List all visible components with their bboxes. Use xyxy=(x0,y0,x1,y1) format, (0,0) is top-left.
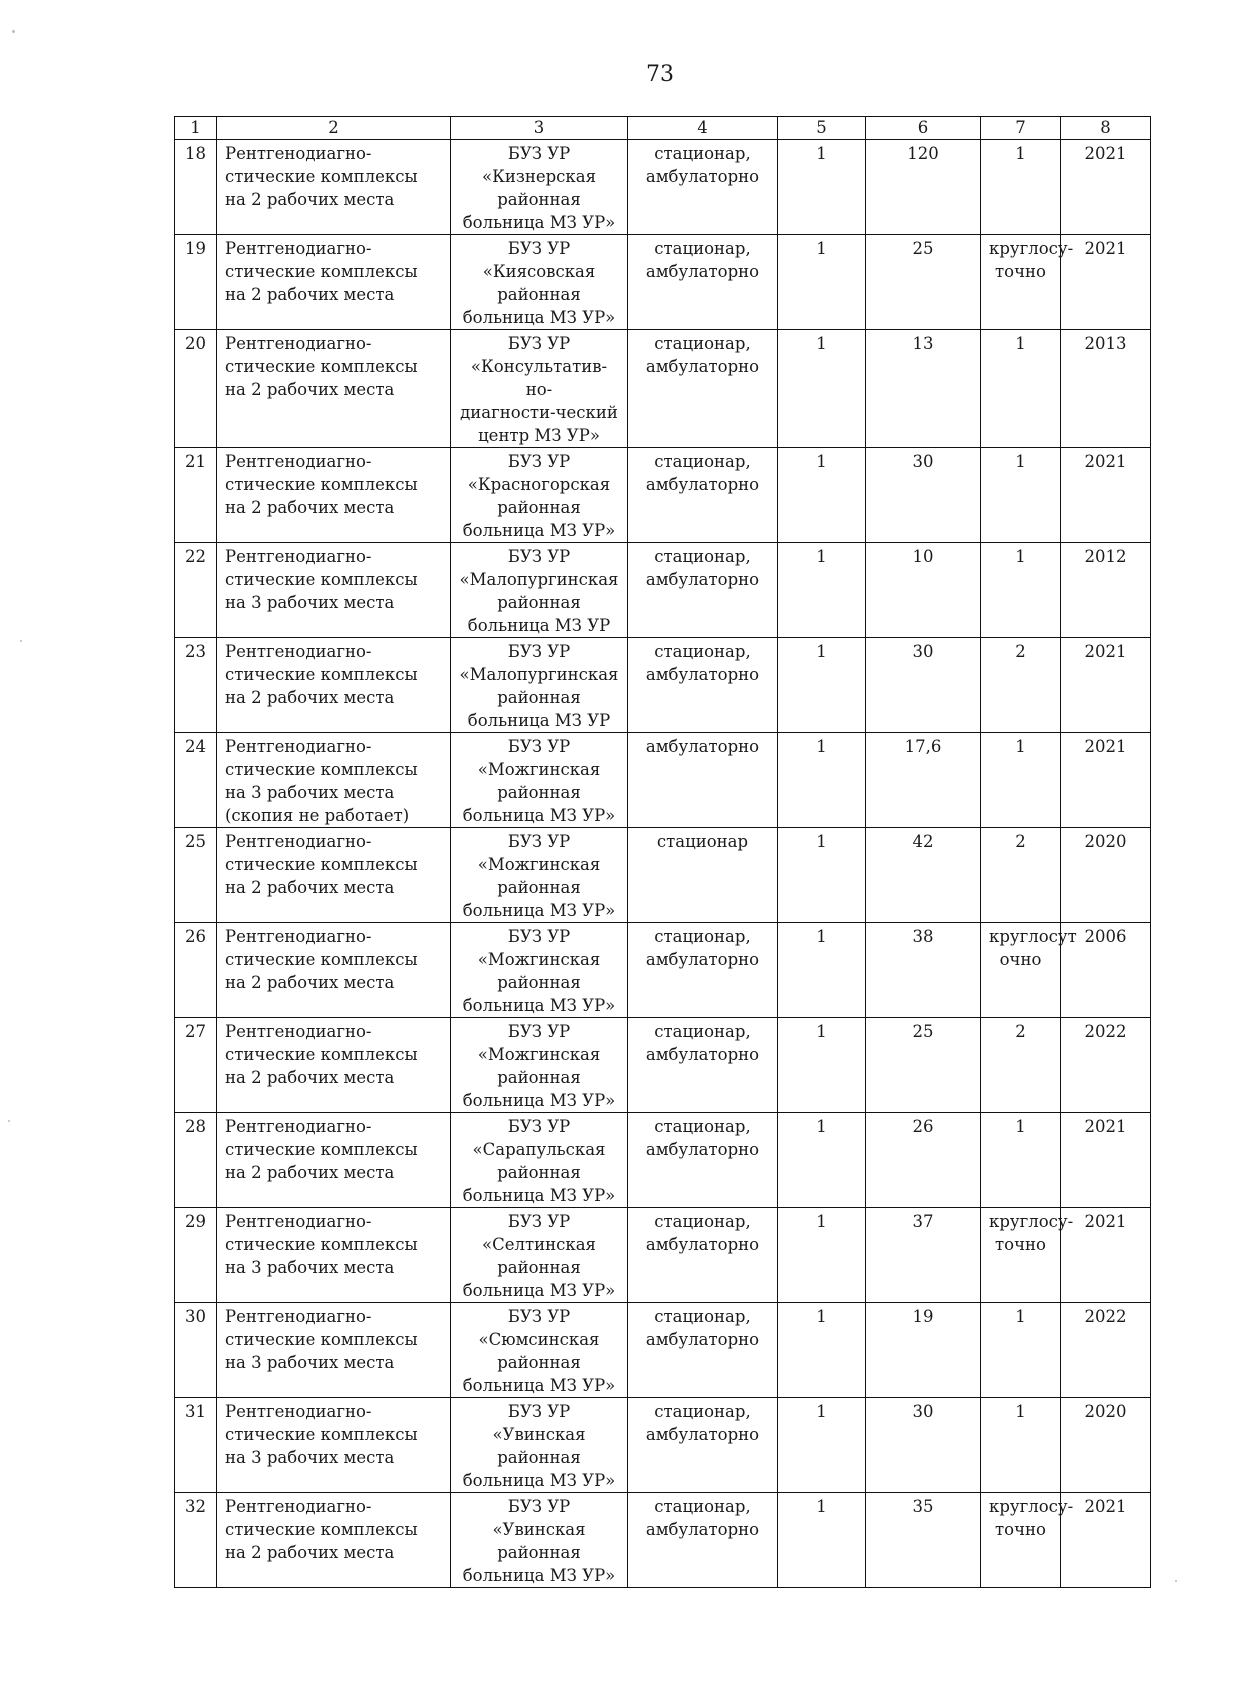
equipment-name: Рентгенодиагно- стические комплексы на 2 рабочих места xyxy=(217,330,451,448)
col6-value: 17,6 xyxy=(866,733,981,828)
year-value: 2021 xyxy=(1061,235,1151,330)
service-mode: стационар, амбулаторно xyxy=(628,1018,778,1113)
col5-value: 1 xyxy=(778,1113,866,1208)
col6-value: 38 xyxy=(866,923,981,1018)
year-value: 2021 xyxy=(1061,1113,1151,1208)
column-header: 5 xyxy=(778,117,866,140)
organization: БУЗ УР «Можгинская районная больница МЗ УР» xyxy=(451,828,628,923)
service-mode: стационар, амбулаторно xyxy=(628,638,778,733)
organization: БУЗ УР «Кизнерская районная больница МЗ УР» xyxy=(451,140,628,235)
organization: БУЗ УР «Киясовская районная больница МЗ УР» xyxy=(451,235,628,330)
organization: БУЗ УР «Можгинская районная больница МЗ УР» xyxy=(451,733,628,828)
table-row xyxy=(175,1018,1151,1113)
organization: БУЗ УР «Можгинская районная больница МЗ УР» xyxy=(451,923,628,1018)
service-mode: стационар xyxy=(628,828,778,923)
col6-value: 26 xyxy=(866,1113,981,1208)
scan-speck xyxy=(20,640,22,642)
organization: БУЗ УР «Консультатив-но- диагности-ческий центр МЗ УР» xyxy=(451,330,628,448)
year-value: 2006 xyxy=(1061,923,1151,1018)
organization: БУЗ УР «Малопургинская районная больница МЗ УР xyxy=(451,638,628,733)
service-mode: стационар, амбулаторно xyxy=(628,543,778,638)
col7-value: 1 xyxy=(981,330,1061,448)
col7-value: 1 xyxy=(981,140,1061,235)
row-number: 18 xyxy=(175,140,217,235)
year-value: 2021 xyxy=(1061,733,1151,828)
equipment-name: Рентгенодиагно- стические комплексы на 2 рабочих места xyxy=(217,923,451,1018)
service-mode: стационар, амбулаторно xyxy=(628,140,778,235)
table-row xyxy=(175,235,1151,330)
col7-value: 1 xyxy=(981,1113,1061,1208)
organization: БУЗ УР «Малопургинская районная больница МЗ УР xyxy=(451,543,628,638)
col6-value: 120 xyxy=(866,140,981,235)
organization: БУЗ УР «Можгинская районная больница МЗ УР» xyxy=(451,1018,628,1113)
table-row xyxy=(175,638,1151,733)
organization: БУЗ УР «Увинская районная больница МЗ УР» xyxy=(451,1493,628,1588)
column-header: 7 xyxy=(981,117,1061,140)
row-number: 28 xyxy=(175,1113,217,1208)
col7-value: 1 xyxy=(981,448,1061,543)
column-header: 4 xyxy=(628,117,778,140)
col7-value: 1 xyxy=(981,733,1061,828)
col7-value: 2 xyxy=(981,1018,1061,1113)
year-value: 2012 xyxy=(1061,543,1151,638)
table-row xyxy=(175,543,1151,638)
col6-value: 10 xyxy=(866,543,981,638)
column-header: 8 xyxy=(1061,117,1151,140)
table-row xyxy=(175,1113,1151,1208)
table-row xyxy=(175,733,1151,828)
col5-value: 1 xyxy=(778,1303,866,1398)
service-mode: стационар, амбулаторно xyxy=(628,1208,778,1303)
col7-value: 1 xyxy=(981,543,1061,638)
organization: БУЗ УР «Селтинская районная больница МЗ УР» xyxy=(451,1208,628,1303)
row-number: 25 xyxy=(175,828,217,923)
year-value: 2020 xyxy=(1061,1398,1151,1493)
table-row xyxy=(175,448,1151,543)
col5-value: 1 xyxy=(778,330,866,448)
service-mode: стационар, амбулаторно xyxy=(628,1303,778,1398)
organization: БУЗ УР «Увинская районная больница МЗ УР» xyxy=(451,1398,628,1493)
equipment-name: Рентгенодиагно- стические комплексы на 2 рабочих места xyxy=(217,1113,451,1208)
col7-value: 1 xyxy=(981,1303,1061,1398)
col7-value: круглосу- точно xyxy=(981,1493,1061,1588)
row-number: 26 xyxy=(175,923,217,1018)
col6-value: 30 xyxy=(866,448,981,543)
col6-value: 42 xyxy=(866,828,981,923)
row-number: 21 xyxy=(175,448,217,543)
service-mode: стационар, амбулаторно xyxy=(628,330,778,448)
column-header: 2 xyxy=(217,117,451,140)
header-row xyxy=(175,117,1151,140)
table-row xyxy=(175,1208,1151,1303)
col7-value: 2 xyxy=(981,638,1061,733)
col6-value: 30 xyxy=(866,638,981,733)
col5-value: 1 xyxy=(778,1018,866,1113)
equipment-name: Рентгенодиагно- стические комплексы на 3 рабочих места xyxy=(217,543,451,638)
equipment-name: Рентгенодиагно- стические комплексы на 3 рабочих места xyxy=(217,1208,451,1303)
equipment-name: Рентгенодиагно- стические комплексы на 3 рабочих места (скопия не работает) xyxy=(217,733,451,828)
row-number: 20 xyxy=(175,330,217,448)
service-mode: стационар, амбулаторно xyxy=(628,1493,778,1588)
equipment-name: Рентгенодиагно- стические комплексы на 2 рабочих места xyxy=(217,828,451,923)
row-number: 27 xyxy=(175,1018,217,1113)
service-mode: стационар, амбулаторно xyxy=(628,235,778,330)
col5-value: 1 xyxy=(778,923,866,1018)
col7-value: круглосу- точно xyxy=(981,1208,1061,1303)
row-number: 30 xyxy=(175,1303,217,1398)
row-number: 24 xyxy=(175,733,217,828)
column-header: 1 xyxy=(175,117,217,140)
col5-value: 1 xyxy=(778,1398,866,1493)
row-number: 29 xyxy=(175,1208,217,1303)
col6-value: 30 xyxy=(866,1398,981,1493)
equipment-name: Рентгенодиагно- стические комплексы на 2 рабочих места xyxy=(217,235,451,330)
equipment-table xyxy=(174,116,1151,1588)
equipment-name: Рентгенодиагно- стические комплексы на 2 рабочих места xyxy=(217,140,451,235)
page-number: 73 xyxy=(646,62,674,87)
col5-value: 1 xyxy=(778,140,866,235)
col6-value: 35 xyxy=(866,1493,981,1588)
service-mode: стационар, амбулаторно xyxy=(628,923,778,1018)
col7-value: круглосут очно xyxy=(981,923,1061,1018)
year-value: 2021 xyxy=(1061,1493,1151,1588)
year-value: 2013 xyxy=(1061,330,1151,448)
scan-speck xyxy=(8,1120,10,1122)
year-value: 2021 xyxy=(1061,1208,1151,1303)
table-row xyxy=(175,828,1151,923)
row-number: 32 xyxy=(175,1493,217,1588)
service-mode: стационар, амбулаторно xyxy=(628,1113,778,1208)
organization: БУЗ УР «Красногорская районная больница МЗ УР» xyxy=(451,448,628,543)
col7-value: 2 xyxy=(981,828,1061,923)
table-row xyxy=(175,1398,1151,1493)
table-row xyxy=(175,140,1151,235)
year-value: 2021 xyxy=(1061,448,1151,543)
col5-value: 1 xyxy=(778,828,866,923)
col6-value: 25 xyxy=(866,235,981,330)
table-row xyxy=(175,923,1151,1018)
col7-value: круглосу- точно xyxy=(981,235,1061,330)
year-value: 2022 xyxy=(1061,1303,1151,1398)
equipment-name: Рентгенодиагно- стические комплексы на 2 рабочих места xyxy=(217,1018,451,1113)
col6-value: 13 xyxy=(866,330,981,448)
row-number: 23 xyxy=(175,638,217,733)
equipment-name: Рентгенодиагно- стические комплексы на 2 рабочих места xyxy=(217,448,451,543)
scan-speck xyxy=(1175,1580,1177,1582)
equipment-name: Рентгенодиагно- стические комплексы на 3 рабочих места xyxy=(217,1303,451,1398)
table-row xyxy=(175,330,1151,448)
year-value: 2022 xyxy=(1061,1018,1151,1113)
col5-value: 1 xyxy=(778,235,866,330)
service-mode: стационар, амбулаторно xyxy=(628,448,778,543)
col6-value: 25 xyxy=(866,1018,981,1113)
column-header: 3 xyxy=(451,117,628,140)
organization: БУЗ УР «Сюмсинская районная больница МЗ УР» xyxy=(451,1303,628,1398)
scan-speck xyxy=(12,30,15,33)
row-number: 22 xyxy=(175,543,217,638)
equipment-name: Рентгенодиагно- стические комплексы на 2 рабочих места xyxy=(217,1493,451,1588)
service-mode: амбулаторно xyxy=(628,733,778,828)
column-header: 6 xyxy=(866,117,981,140)
row-number: 31 xyxy=(175,1398,217,1493)
equipment-name: Рентгенодиагно- стические комплексы на 2 рабочих места xyxy=(217,638,451,733)
col7-value: 1 xyxy=(981,1398,1061,1493)
col5-value: 1 xyxy=(778,638,866,733)
col5-value: 1 xyxy=(778,543,866,638)
table-row xyxy=(175,1303,1151,1398)
col5-value: 1 xyxy=(778,1208,866,1303)
equipment-name: Рентгенодиагно- стические комплексы на 3 рабочих места xyxy=(217,1398,451,1493)
year-value: 2021 xyxy=(1061,140,1151,235)
col5-value: 1 xyxy=(778,733,866,828)
col6-value: 37 xyxy=(866,1208,981,1303)
year-value: 2021 xyxy=(1061,638,1151,733)
year-value: 2020 xyxy=(1061,828,1151,923)
row-number: 19 xyxy=(175,235,217,330)
col5-value: 1 xyxy=(778,1493,866,1588)
col6-value: 19 xyxy=(866,1303,981,1398)
table-row xyxy=(175,1493,1151,1588)
organization: БУЗ УР «Сарапульская районная больница МЗ УР» xyxy=(451,1113,628,1208)
col5-value: 1 xyxy=(778,448,866,543)
service-mode: стационар, амбулаторно xyxy=(628,1398,778,1493)
